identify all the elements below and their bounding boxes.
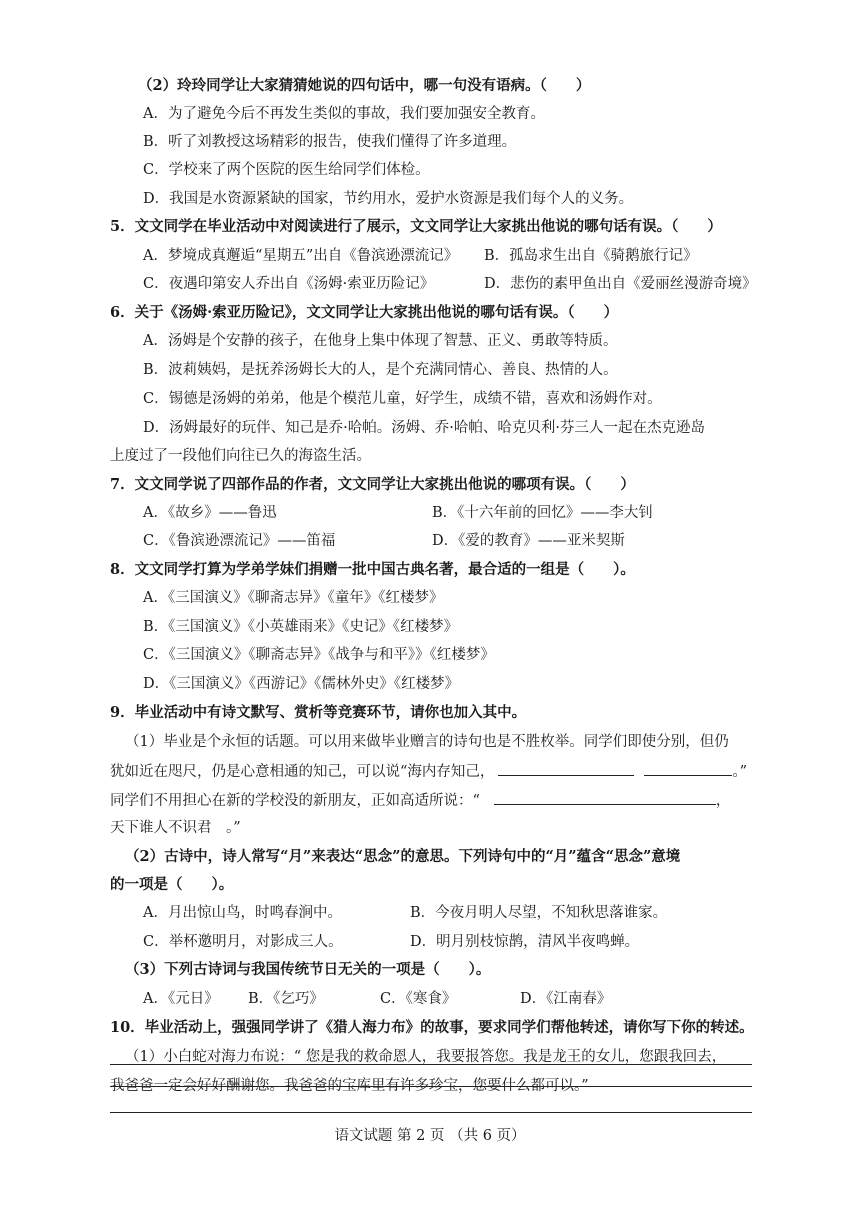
answer-line-3[interactable]	[110, 1112, 752, 1113]
q9-3-option-b: B．《乞巧》	[248, 991, 324, 1007]
q9-3-option-c: C．《寒食》	[380, 991, 457, 1007]
q5-option-b: B．孤岛求生出自《骑鹅旅行记》	[484, 248, 698, 264]
q8-option-a: A．《三国演义》《聊斋志异》《童年》《红楼梦》	[143, 590, 444, 606]
q9-1-line2-end: 。”	[732, 764, 748, 780]
q6-option-a: A．汤姆是个安静的孩子，在他身上集中体现了智慧、正义、勇敢等特质。	[143, 333, 618, 349]
q6-option-d-line2: 上度过了一段他们向往已久的海盗生活。	[110, 448, 371, 464]
q4-2-option-b: B．听了刘教授这场精彩的报告，使我们懂得了许多道理。	[143, 134, 517, 150]
q9-stem: 9．毕业活动中有诗文默写、赏析等竞赛环节，请你也加入其中。	[110, 704, 527, 721]
q9-2-stem-line2: 的一项是（ ）。	[110, 876, 234, 893]
q7-stem: 7．文文同学说了四部作品的作者，文文同学让大家挑出他说的哪项有误。（ ）	[110, 476, 635, 493]
q9-1-line2-text: 犹如近在咫尺，仍是心意相通的知己，可以说“海内存知己，	[110, 764, 495, 780]
page-footer: 语文试题 第 2 页 （共 6 页）	[334, 1128, 526, 1144]
q9-2-option-c: C．举杯邀明月，对影成三人。	[143, 934, 343, 950]
q8-option-c: C．《三国演义》《聊斋志异》《战争与和平》》《红楼梦》	[143, 647, 495, 663]
q8-option-d: D．《三国演义》《西游记》《儒林外史》《红楼梦》	[143, 676, 460, 692]
q4-2-option-c: C．学校来了两个医院的医生给同学们体检。	[143, 162, 430, 178]
q8-option-b: B．《三国演义》《小英雄雨来》《史记》《红楼梦》	[143, 619, 459, 635]
q9-1-line2	[110, 761, 747, 782]
q7-option-d: D．《爱的教育》——亚米契斯	[432, 533, 625, 549]
q9-2-option-d: D．明月别枝惊鹊，清风半夜鸣蝉。	[410, 934, 640, 950]
q9-3-option-d: D．《江南春》	[520, 991, 612, 1007]
q9-1-line4: 天下谁人不识君 。”	[110, 820, 241, 836]
q9-2-stem-line1: （2）古诗中，诗人常写“月”来表达“思念”的意思。下列诗句中的“月”蕴含“思念”意境	[125, 848, 681, 865]
q9-1-line1: （1）毕业是个永恒的话题。可以用来做毕业赠言的诗句也是不胜枚举。同学们即使分别，但仍	[125, 734, 729, 750]
q9-3-option-a: A．《元日》	[143, 991, 219, 1007]
q9-1-answer-blank-2[interactable]	[644, 761, 732, 776]
q9-1-line3-end: ，	[715, 793, 731, 809]
q6-option-d-line1: D．汤姆最好的玩伴、知己是乔·哈帕。汤姆、乔·哈帕、哈克贝利·芬三人一起在杰克逊岛	[143, 420, 705, 436]
q7-option-c: C．《鲁滨逊漂流记》——笛福	[143, 533, 336, 549]
q9-1-answer-blank-1[interactable]	[498, 761, 634, 776]
q7-option-a: A．《故乡》——鲁迅	[143, 505, 277, 521]
q6-option-b: B．波莉姨妈，是抚养汤姆长大的人，是个充满同情心、善良、热情的人。	[143, 362, 618, 378]
q9-3-stem: （3）下列古诗词与我国传统节日无关的一项是（ ）。	[125, 961, 491, 978]
q5-option-d: D．悲伤的素甲鱼出自《爱丽丝漫游奇境》	[484, 276, 757, 292]
q6-stem: 6．关于《汤姆·索亚历险记》，文文同学让大家挑出他说的哪句话有误。（ ）	[110, 304, 619, 321]
q6-option-c: C．锡德是汤姆的弟弟，他是个模范儿童，好学生，成绩不错，喜欢和汤姆作对。	[143, 391, 662, 407]
q7-option-b: B．《十六年前的回忆》——李大钊	[432, 505, 653, 521]
q4-2-option-a: A．为了避免今后不再发生类似的事故，我们要加强安全教育。	[143, 106, 545, 122]
q9-1-line3-text: 同学们不用担心在新的学校没的新朋友，正如高适所说：“	[110, 793, 480, 809]
q5-option-a: A．梦境成真邂逅“星期五”出自《鲁滨逊漂流记》	[143, 248, 459, 264]
q9-2-option-b: B．今夜月明人尽望，不知秋思落谁家。	[410, 905, 668, 921]
q9-1-answer-blank-3[interactable]	[494, 790, 716, 805]
q5-stem: 5．文文同学在毕业活动中对阅读进行了展示，文文同学让大家挑出他说的哪句话有误。（ ）	[110, 218, 722, 235]
q5-option-c: C．夜遇印第安人乔出自《汤姆·索亚历险记》	[143, 276, 435, 292]
q10-stem: 10．毕业活动上，强强同学讲了《猎人海力布》的故事，要求同学们帮他转述，请你写下你的转述。	[110, 1019, 754, 1036]
answer-line-1[interactable]	[110, 1064, 752, 1065]
q8-stem: 8．文文同学打算为学弟学妹们捐赠一批中国古典名著，最合适的一组是（ ）。	[110, 561, 635, 578]
q10-1-line2: 我爸爸一定会好好酬谢您。我爸爸的宝库里有许多珍宝，您要什么都可以。”	[110, 1078, 589, 1094]
q4-2-stem: （2）玲玲同学让大家猜猜她说的四句话中，哪一句没有语病。（ ）	[138, 77, 591, 94]
q4-2-option-d: D．我国是水资源紧缺的国家，节约用水，爱护水资源是我们每个人的义务。	[143, 191, 634, 207]
q10-1-line1: （1）小白蛇对海力布说：“ 您是我的救命恩人，我要报答您。我是龙王的女儿，您跟我回去，	[125, 1049, 727, 1065]
answer-line-2[interactable]	[110, 1086, 752, 1087]
q9-2-option-a: A．月出惊山鸟，时鸣春涧中。	[143, 905, 342, 921]
q9-1-line3	[110, 790, 730, 811]
